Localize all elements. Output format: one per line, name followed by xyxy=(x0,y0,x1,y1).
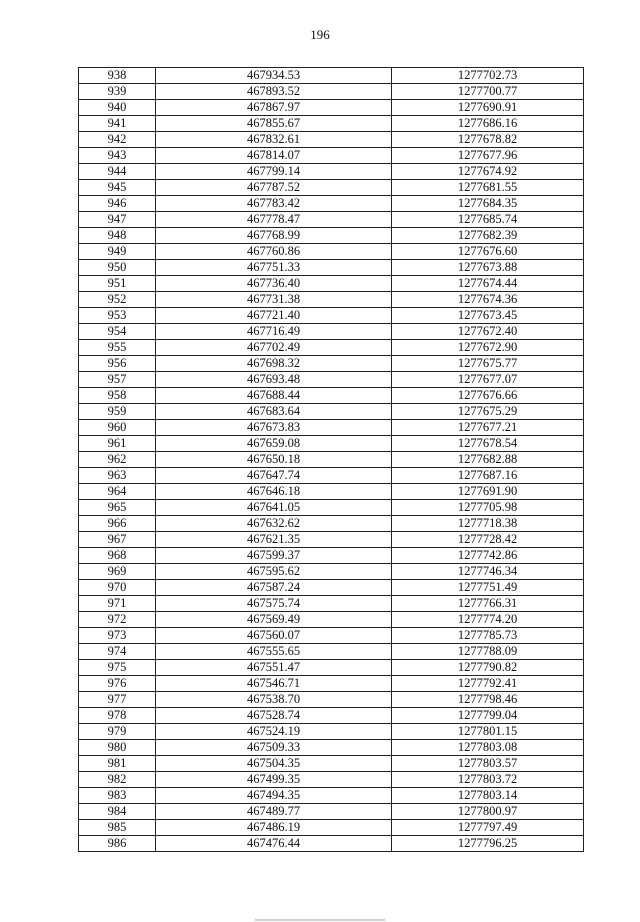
y-coordinate-cell: 1277685.74 xyxy=(392,212,584,228)
x-coordinate-cell: 467760.86 xyxy=(156,244,392,260)
point-number-cell: 973 xyxy=(79,628,156,644)
point-number-cell: 942 xyxy=(79,132,156,148)
y-coordinate-cell: 1277800.97 xyxy=(392,804,584,820)
y-coordinate-cell: 1277799.04 xyxy=(392,708,584,724)
point-number-cell: 952 xyxy=(79,292,156,308)
x-coordinate-cell: 467736.40 xyxy=(156,276,392,292)
x-coordinate-cell: 467721.40 xyxy=(156,308,392,324)
x-coordinate-cell: 467499.35 xyxy=(156,772,392,788)
y-coordinate-cell: 1277681.55 xyxy=(392,180,584,196)
point-number-cell: 953 xyxy=(79,308,156,324)
y-coordinate-cell: 1277677.21 xyxy=(392,420,584,436)
point-number-cell: 941 xyxy=(79,116,156,132)
point-number-cell: 971 xyxy=(79,596,156,612)
coordinates-table-body xyxy=(79,68,584,852)
point-number-cell: 966 xyxy=(79,516,156,532)
x-coordinate-cell: 467688.44 xyxy=(156,388,392,404)
point-number-cell: 986 xyxy=(79,836,156,852)
table-row xyxy=(79,356,584,372)
point-number-cell: 955 xyxy=(79,340,156,356)
point-number-cell: 972 xyxy=(79,612,156,628)
y-coordinate-cell: 1277684.35 xyxy=(392,196,584,212)
table-row xyxy=(79,500,584,516)
point-number-cell: 985 xyxy=(79,820,156,836)
x-coordinate-cell: 467509.33 xyxy=(156,740,392,756)
y-coordinate-cell: 1277803.72 xyxy=(392,772,584,788)
x-coordinate-cell: 467778.47 xyxy=(156,212,392,228)
x-coordinate-cell: 467650.18 xyxy=(156,452,392,468)
x-coordinate-cell: 467546.71 xyxy=(156,676,392,692)
point-number-cell: 977 xyxy=(79,692,156,708)
x-coordinate-cell: 467814.07 xyxy=(156,148,392,164)
x-coordinate-cell: 467659.08 xyxy=(156,436,392,452)
point-number-cell: 969 xyxy=(79,564,156,580)
table-row xyxy=(79,820,584,836)
table-row xyxy=(79,468,584,484)
x-coordinate-cell: 467569.49 xyxy=(156,612,392,628)
table-row xyxy=(79,804,584,820)
point-number-cell: 949 xyxy=(79,244,156,260)
point-number-cell: 954 xyxy=(79,324,156,340)
table-row xyxy=(79,836,584,852)
x-coordinate-cell: 467489.77 xyxy=(156,804,392,820)
point-number-cell: 979 xyxy=(79,724,156,740)
coordinates-table xyxy=(78,67,584,852)
table-row xyxy=(79,596,584,612)
point-number-cell: 965 xyxy=(79,500,156,516)
x-coordinate-cell: 467560.07 xyxy=(156,628,392,644)
point-number-cell: 959 xyxy=(79,404,156,420)
y-coordinate-cell: 1277676.60 xyxy=(392,244,584,260)
y-coordinate-cell: 1277674.36 xyxy=(392,292,584,308)
table-row xyxy=(79,116,584,132)
x-coordinate-cell: 467698.32 xyxy=(156,356,392,372)
y-coordinate-cell: 1277678.82 xyxy=(392,132,584,148)
table-row xyxy=(79,564,584,580)
table-row xyxy=(79,420,584,436)
point-number-cell: 964 xyxy=(79,484,156,500)
y-coordinate-cell: 1277690.91 xyxy=(392,100,584,116)
point-number-cell: 948 xyxy=(79,228,156,244)
x-coordinate-cell: 467855.67 xyxy=(156,116,392,132)
point-number-cell: 981 xyxy=(79,756,156,772)
table-row xyxy=(79,692,584,708)
y-coordinate-cell: 1277788.09 xyxy=(392,644,584,660)
table-row xyxy=(79,404,584,420)
table-row xyxy=(79,244,584,260)
y-coordinate-cell: 1277798.46 xyxy=(392,692,584,708)
point-number-cell: 957 xyxy=(79,372,156,388)
x-coordinate-cell: 467647.74 xyxy=(156,468,392,484)
point-number-cell: 944 xyxy=(79,164,156,180)
table-row xyxy=(79,708,584,724)
point-number-cell: 984 xyxy=(79,804,156,820)
y-coordinate-cell: 1277674.44 xyxy=(392,276,584,292)
x-coordinate-cell: 467575.74 xyxy=(156,596,392,612)
table-row xyxy=(79,756,584,772)
point-number-cell: 961 xyxy=(79,436,156,452)
y-coordinate-cell: 1277792.41 xyxy=(392,676,584,692)
y-coordinate-cell: 1277673.88 xyxy=(392,260,584,276)
y-coordinate-cell: 1277677.07 xyxy=(392,372,584,388)
table-row xyxy=(79,372,584,388)
y-coordinate-cell: 1277705.98 xyxy=(392,500,584,516)
point-number-cell: 938 xyxy=(79,68,156,84)
table-row xyxy=(79,772,584,788)
x-coordinate-cell: 467528.74 xyxy=(156,708,392,724)
x-coordinate-cell: 467486.19 xyxy=(156,820,392,836)
point-number-cell: 968 xyxy=(79,548,156,564)
table-row xyxy=(79,388,584,404)
x-coordinate-cell: 467893.52 xyxy=(156,84,392,100)
table-row xyxy=(79,324,584,340)
y-coordinate-cell: 1277672.90 xyxy=(392,340,584,356)
y-coordinate-cell: 1277674.92 xyxy=(392,164,584,180)
y-coordinate-cell: 1277678.54 xyxy=(392,436,584,452)
y-coordinate-cell: 1277675.29 xyxy=(392,404,584,420)
table-row xyxy=(79,212,584,228)
y-coordinate-cell: 1277702.73 xyxy=(392,68,584,84)
y-coordinate-cell: 1277742.86 xyxy=(392,548,584,564)
y-coordinate-cell: 1277751.49 xyxy=(392,580,584,596)
point-number-cell: 983 xyxy=(79,788,156,804)
point-number-cell: 951 xyxy=(79,276,156,292)
y-coordinate-cell: 1277682.39 xyxy=(392,228,584,244)
y-coordinate-cell: 1277700.77 xyxy=(392,84,584,100)
table-row xyxy=(79,180,584,196)
x-coordinate-cell: 467538.70 xyxy=(156,692,392,708)
table-row xyxy=(79,644,584,660)
table-row xyxy=(79,340,584,356)
x-coordinate-cell: 467751.33 xyxy=(156,260,392,276)
y-coordinate-cell: 1277803.08 xyxy=(392,740,584,756)
x-coordinate-cell: 467641.05 xyxy=(156,500,392,516)
bottom-edge-mark xyxy=(255,919,385,921)
x-coordinate-cell: 467867.97 xyxy=(156,100,392,116)
y-coordinate-cell: 1277803.14 xyxy=(392,788,584,804)
table-row xyxy=(79,452,584,468)
y-coordinate-cell: 1277686.16 xyxy=(392,116,584,132)
x-coordinate-cell: 467683.64 xyxy=(156,404,392,420)
point-number-cell: 945 xyxy=(79,180,156,196)
y-coordinate-cell: 1277796.25 xyxy=(392,836,584,852)
table-row xyxy=(79,276,584,292)
x-coordinate-cell: 467702.49 xyxy=(156,340,392,356)
x-coordinate-cell: 467693.48 xyxy=(156,372,392,388)
y-coordinate-cell: 1277746.34 xyxy=(392,564,584,580)
table-row xyxy=(79,660,584,676)
table-row xyxy=(79,580,584,596)
table-row xyxy=(79,740,584,756)
table-row xyxy=(79,516,584,532)
y-coordinate-cell: 1277801.15 xyxy=(392,724,584,740)
table-row xyxy=(79,308,584,324)
table-row xyxy=(79,484,584,500)
x-coordinate-cell: 467524.19 xyxy=(156,724,392,740)
x-coordinate-cell: 467555.65 xyxy=(156,644,392,660)
point-number-cell: 982 xyxy=(79,772,156,788)
y-coordinate-cell: 1277677.96 xyxy=(392,148,584,164)
x-coordinate-cell: 467934.53 xyxy=(156,68,392,84)
x-coordinate-cell: 467799.14 xyxy=(156,164,392,180)
point-number-cell: 940 xyxy=(79,100,156,116)
y-coordinate-cell: 1277785.73 xyxy=(392,628,584,644)
point-number-cell: 956 xyxy=(79,356,156,372)
y-coordinate-cell: 1277682.88 xyxy=(392,452,584,468)
x-coordinate-cell: 467599.37 xyxy=(156,548,392,564)
point-number-cell: 963 xyxy=(79,468,156,484)
page-number: 196 xyxy=(310,27,330,42)
x-coordinate-cell: 467494.35 xyxy=(156,788,392,804)
point-number-cell: 943 xyxy=(79,148,156,164)
table-row xyxy=(79,84,584,100)
table-row xyxy=(79,164,584,180)
x-coordinate-cell: 467595.62 xyxy=(156,564,392,580)
table-row xyxy=(79,532,584,548)
table-row xyxy=(79,628,584,644)
y-coordinate-cell: 1277803.57 xyxy=(392,756,584,772)
table-row xyxy=(79,196,584,212)
y-coordinate-cell: 1277676.66 xyxy=(392,388,584,404)
x-coordinate-cell: 467551.47 xyxy=(156,660,392,676)
y-coordinate-cell: 1277774.20 xyxy=(392,612,584,628)
table-row xyxy=(79,100,584,116)
x-coordinate-cell: 467476.44 xyxy=(156,836,392,852)
table-row xyxy=(79,292,584,308)
y-coordinate-cell: 1277691.90 xyxy=(392,484,584,500)
x-coordinate-cell: 467587.24 xyxy=(156,580,392,596)
table-row xyxy=(79,724,584,740)
y-coordinate-cell: 1277718.38 xyxy=(392,516,584,532)
x-coordinate-cell: 467621.35 xyxy=(156,532,392,548)
y-coordinate-cell: 1277672.40 xyxy=(392,324,584,340)
x-coordinate-cell: 467783.42 xyxy=(156,196,392,212)
x-coordinate-cell: 467731.38 xyxy=(156,292,392,308)
x-coordinate-cell: 467787.52 xyxy=(156,180,392,196)
point-number-cell: 960 xyxy=(79,420,156,436)
table-row xyxy=(79,788,584,804)
point-number-cell: 970 xyxy=(79,580,156,596)
point-number-cell: 967 xyxy=(79,532,156,548)
y-coordinate-cell: 1277790.82 xyxy=(392,660,584,676)
y-coordinate-cell: 1277687.16 xyxy=(392,468,584,484)
point-number-cell: 950 xyxy=(79,260,156,276)
point-number-cell: 939 xyxy=(79,84,156,100)
y-coordinate-cell: 1277766.31 xyxy=(392,596,584,612)
point-number-cell: 976 xyxy=(79,676,156,692)
table-row xyxy=(79,676,584,692)
table-row xyxy=(79,260,584,276)
x-coordinate-cell: 467768.99 xyxy=(156,228,392,244)
x-coordinate-cell: 467673.83 xyxy=(156,420,392,436)
table-row xyxy=(79,612,584,628)
y-coordinate-cell: 1277728.42 xyxy=(392,532,584,548)
x-coordinate-cell: 467716.49 xyxy=(156,324,392,340)
table-row xyxy=(79,148,584,164)
table-row xyxy=(79,68,584,84)
point-number-cell: 958 xyxy=(79,388,156,404)
table-row xyxy=(79,132,584,148)
table-row xyxy=(79,436,584,452)
point-number-cell: 947 xyxy=(79,212,156,228)
x-coordinate-cell: 467632.62 xyxy=(156,516,392,532)
x-coordinate-cell: 467646.18 xyxy=(156,484,392,500)
x-coordinate-cell: 467504.35 xyxy=(156,756,392,772)
table-row xyxy=(79,228,584,244)
point-number-cell: 980 xyxy=(79,740,156,756)
point-number-cell: 974 xyxy=(79,644,156,660)
point-number-cell: 975 xyxy=(79,660,156,676)
y-coordinate-cell: 1277673.45 xyxy=(392,308,584,324)
x-coordinate-cell: 467832.61 xyxy=(156,132,392,148)
y-coordinate-cell: 1277675.77 xyxy=(392,356,584,372)
point-number-cell: 946 xyxy=(79,196,156,212)
y-coordinate-cell: 1277797.49 xyxy=(392,820,584,836)
point-number-cell: 978 xyxy=(79,708,156,724)
point-number-cell: 962 xyxy=(79,452,156,468)
table-row xyxy=(79,548,584,564)
